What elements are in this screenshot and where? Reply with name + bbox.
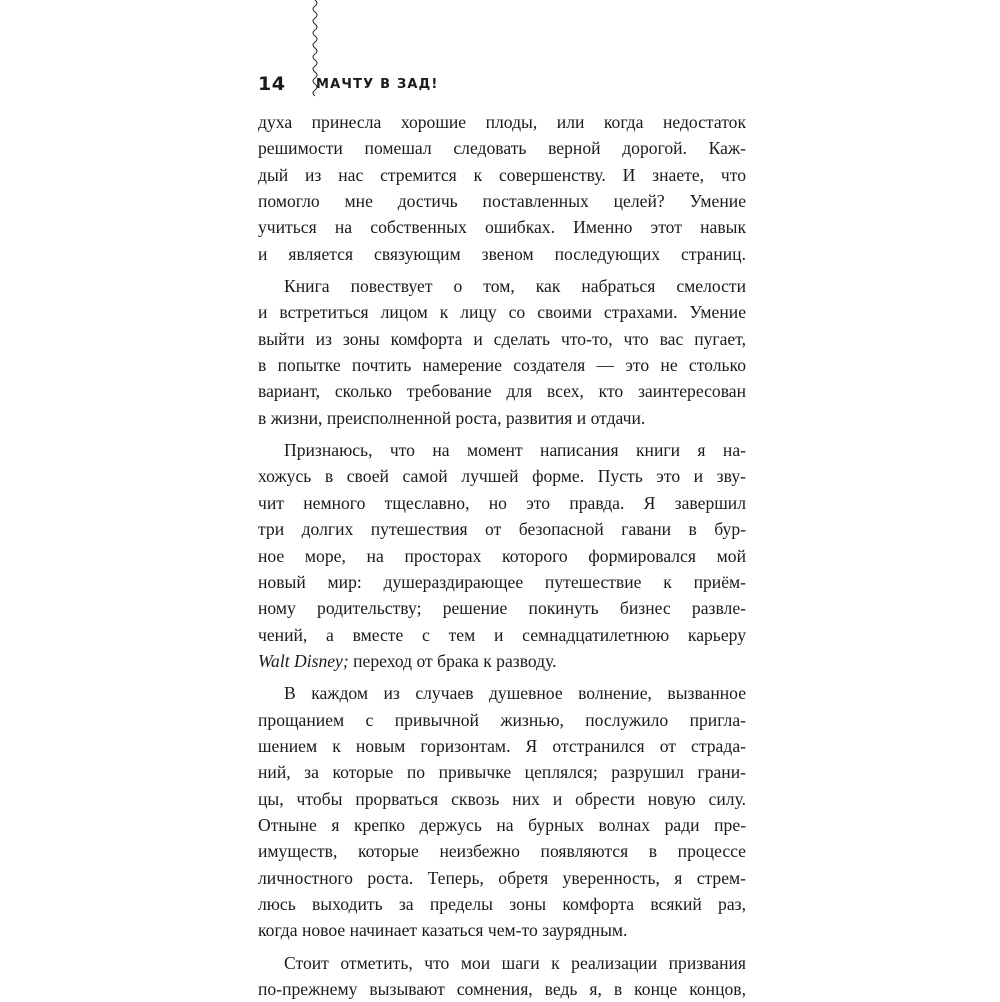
text-line: решимости помешал следовать верной дорогой. Каж- <box>258 138 746 159</box>
text-line: выйти из зоны комфорта и сделать что-то, что вас пугает, <box>258 328 746 349</box>
text-line: прощанием с привычной жизнью, послужило пригла- <box>258 709 746 730</box>
text-line: в жизни, преисполненной роста, развития и отдачи. <box>258 407 646 428</box>
text-line: и является связующим звеном последующих страниц. <box>258 243 746 264</box>
paragraph <box>258 680 746 943</box>
text-line: ное море, на просторах которого формировался мой <box>258 545 746 566</box>
text-line: в попытке почтить намерение создателя — это не столько <box>258 355 746 376</box>
text-line: шением к новым горизонтам. Я отстранился от страда- <box>258 735 746 756</box>
page-number: 14 <box>258 73 286 95</box>
text-line: ний, за которые по привычке цеплялся; разрушил грани- <box>258 762 746 783</box>
text-line: и встретиться лицом к лицу со своими страхами. Умение <box>258 302 746 323</box>
company-name: Walt Disney; <box>258 650 349 671</box>
body-text <box>258 109 746 1002</box>
text-line: В каждом из случаев душевное волнение, вызванное <box>284 683 746 704</box>
text-line: Отныне я крепко держусь на бурных волнах ради пре- <box>258 814 746 835</box>
text-line: по-прежнему вызывают сомнения, ведь я, в конце концов, <box>258 979 746 999</box>
text-line: помогло мне достичь поставленных целей? Умение <box>258 191 746 212</box>
text-line: чений, а вместе с тем и семнадцатилетнюю карьеру <box>258 624 746 645</box>
text-line: хожусь в своей самой лучшей форме. Пусть это и зву- <box>258 466 746 487</box>
running-head <box>258 72 439 96</box>
running-title: МАЧТУ В ЗАД! <box>316 76 439 92</box>
text-line: Книга повествует о том, как набраться смелости <box>284 276 746 297</box>
text-line: люсь выходить за пределы зоны комфорта всякий раз, <box>258 893 746 914</box>
text-line: когда новое начинает казаться чем-то заурядным. <box>258 920 628 941</box>
text-line: Признаюсь, что на момент написания книги я на- <box>284 440 746 461</box>
text-fragment: переход от брака к разводу. <box>348 650 557 671</box>
text-line: три долгих путешествия от безопасной гавани в бур- <box>258 519 746 540</box>
text-line: вариант, сколько требование для всех, кто заинтересован <box>258 381 746 402</box>
paragraph <box>258 109 746 267</box>
text-line: учиться на собственных ошибках. Именно этот навык <box>258 217 746 238</box>
text-line: имуществ, которые неизбежно появляются в процессе <box>258 841 746 862</box>
paragraph <box>258 437 746 674</box>
text-line: чит немного тщеславно, но это правда. Я завершил <box>258 492 746 513</box>
text-line: Стоит отметить, что мои шаги к реализации призвания <box>284 952 746 973</box>
paragraph <box>258 950 746 1002</box>
text-line: личностного роста. Теперь, обретя уверенность, я стрем- <box>258 867 746 888</box>
paragraph <box>258 273 746 431</box>
text-line <box>258 648 746 674</box>
text-line: новый мир: душераздирающее путешествие к приём- <box>258 571 746 592</box>
text-line: цы, чтобы прорваться сквозь них и обрести новую силу. <box>258 788 746 809</box>
text-line: ному родительству; решение покинуть бизнес развле- <box>258 598 746 619</box>
text-line: дый из нас стремится к совершенству. И знаете, что <box>258 164 746 185</box>
text-line: духа принесла хорошие плоды, или когда недостаток <box>258 112 746 132</box>
